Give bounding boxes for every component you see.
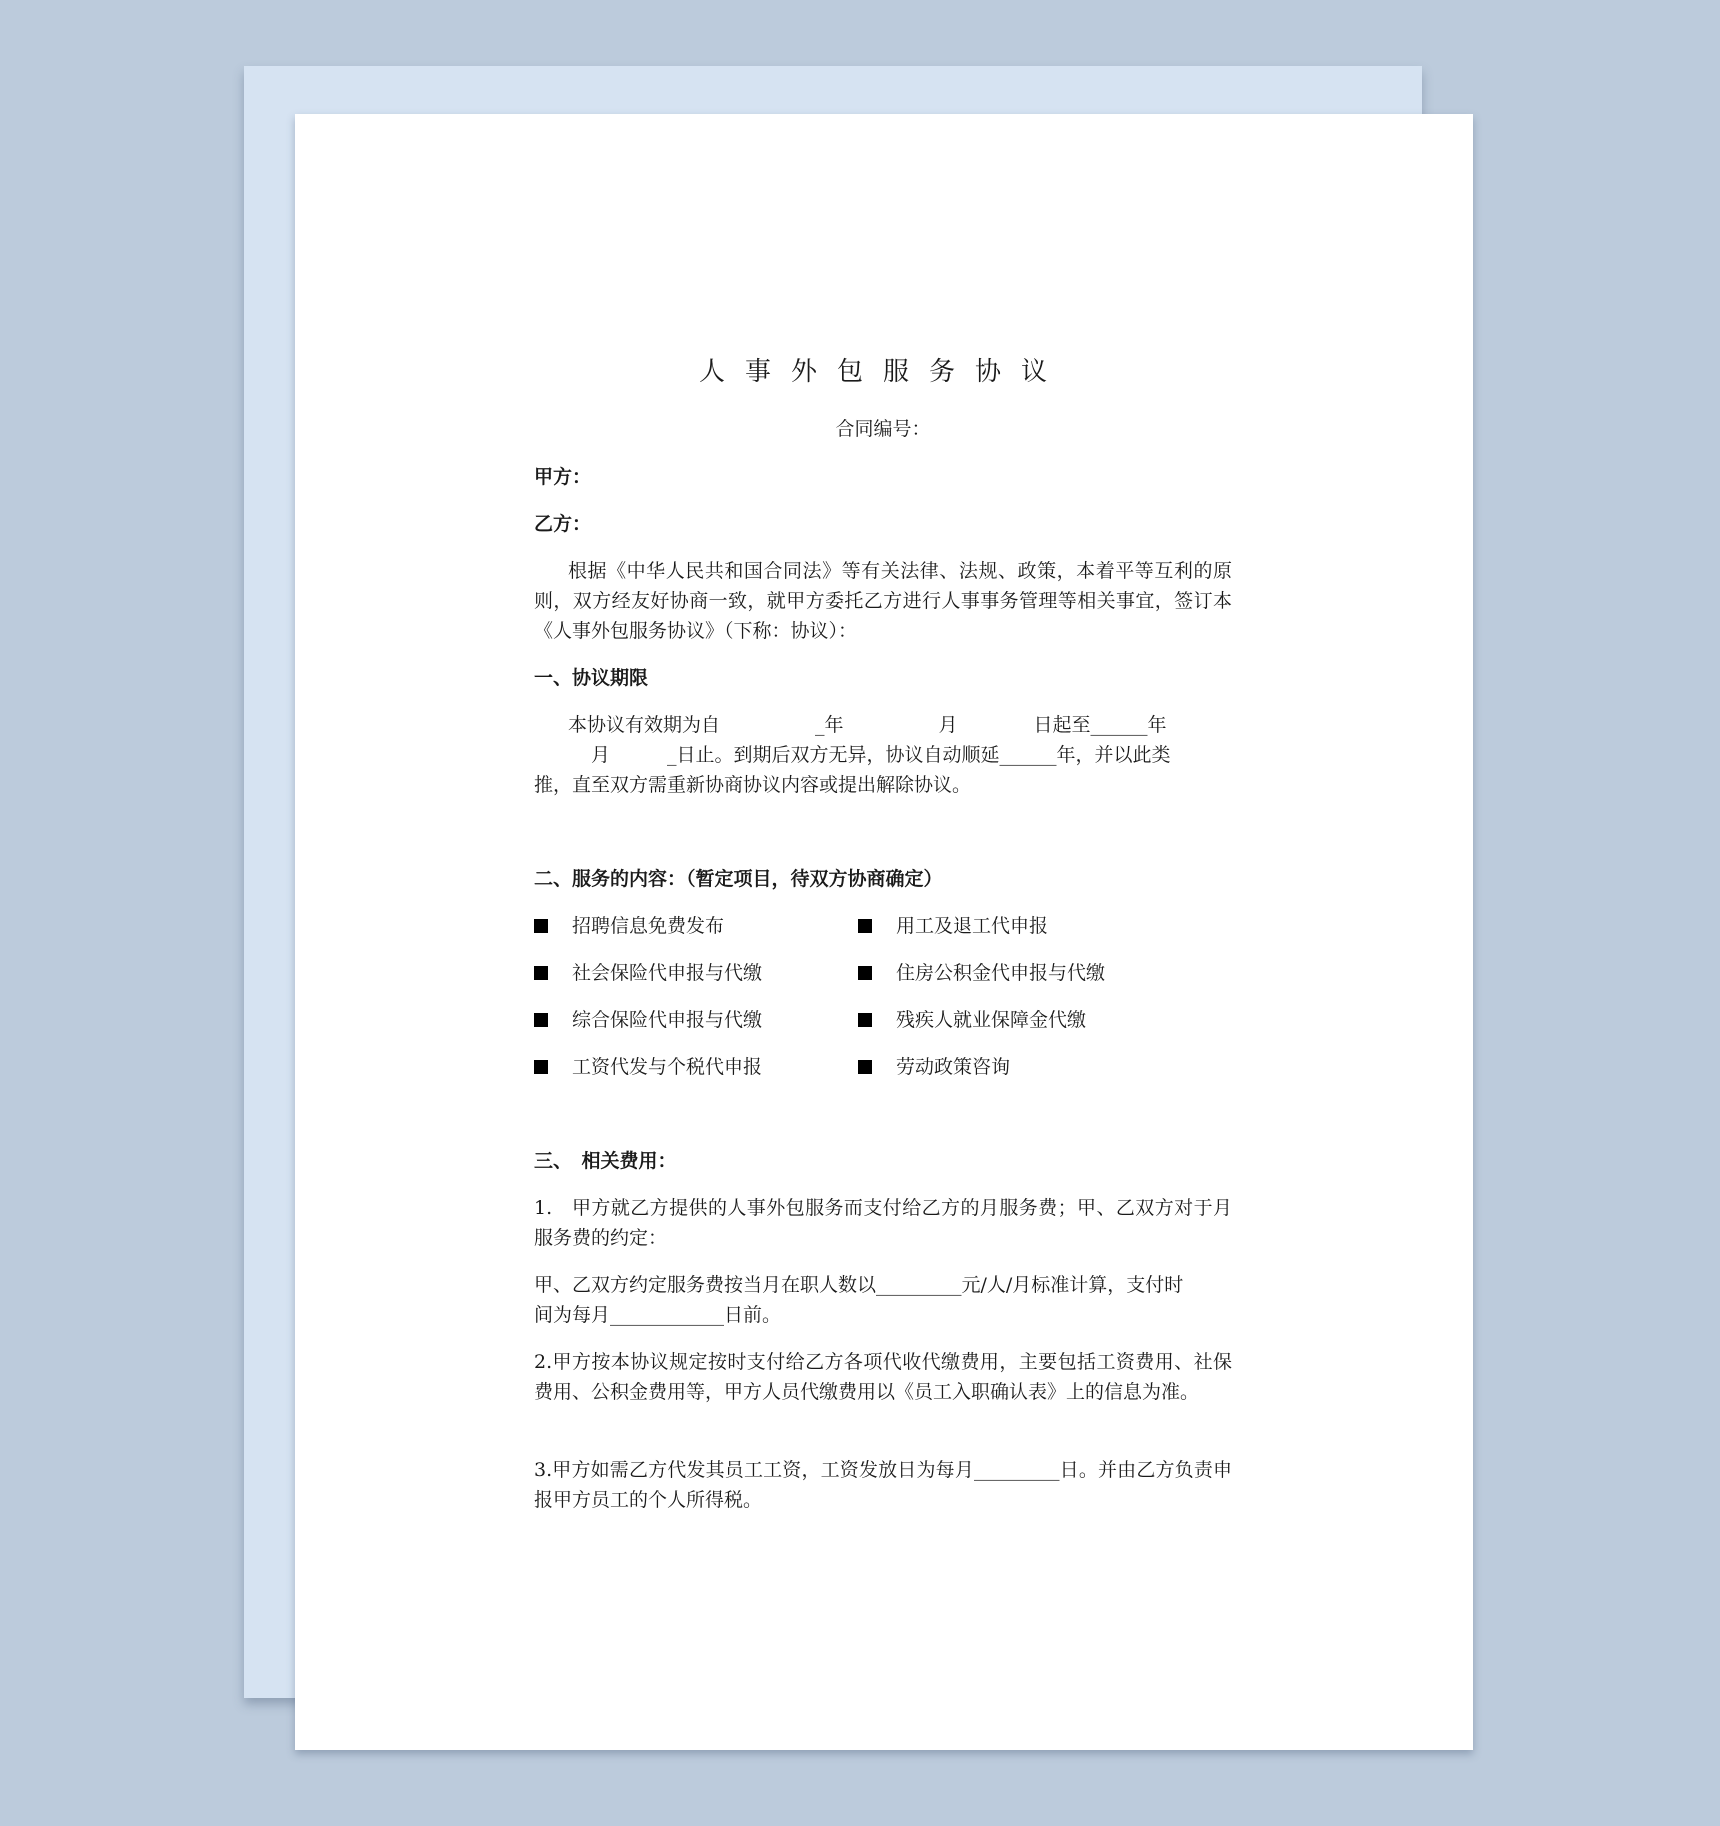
service-item: 劳动政策咨询: [858, 1052, 1010, 1082]
section1-heading: 一、协议期限: [534, 667, 649, 689]
service-item: 招聘信息免费发布: [534, 911, 724, 941]
bullet-square-icon: [534, 966, 548, 980]
fee-clause-3: 3.甲方如需乙方代发其员工工资，工资发放日为每月_________日。并由乙方负责申报甲方员工的个人所得税。: [534, 1459, 1232, 1511]
section2-heading: 二、服务的内容：（暂定项目，待双方协商确定）: [534, 868, 943, 890]
service-item: 住房公积金代申报与代缴: [858, 958, 1105, 988]
fee-clause-2: 2.甲方按本协议规定按时支付给乙方各项代收代缴费用，主要包括工资费用、社保费用、公积金费用等，甲方人员代缴费用以《员工入职确认表》上的信息为准。: [534, 1351, 1232, 1403]
bullet-square-icon: [858, 966, 872, 980]
service-item: 社会保险代申报与代缴: [534, 958, 762, 988]
fee-clause-1-detail-line1: 甲、乙双方约定服务费按当月在职人数以_________元/人/月标准计算，支付时: [534, 1274, 1184, 1296]
preamble-paragraph: 根据《中华人民共和国合同法》等有关法律、法规、政策，本着平等互利的原则，双方经友好协商一致，就甲方委托乙方进行人事事务管理等相关事宜，签订本《人事外包服务协议》（下称：协议）：: [534, 560, 1232, 642]
party-b-label: 乙方：: [534, 513, 592, 535]
bullet-square-icon: [534, 1060, 548, 1074]
fee-clause-1-detail-line2: 间为每月____________日前。: [534, 1304, 782, 1326]
bullet-square-icon: [534, 919, 548, 933]
bullet-square-icon: [858, 919, 872, 933]
bullet-square-icon: [858, 1013, 872, 1027]
bullet-square-icon: [858, 1060, 872, 1074]
section3-heading: 三、 相关费用：: [534, 1150, 677, 1172]
fee-clause-1: 1. 甲方就乙方提供的人事外包服务而支付给乙方的月服务费；甲、乙双方对于月服务费的约定：: [534, 1197, 1232, 1249]
section1-term-line1: 本协议有效期为自 _年 月 日起至______年: [568, 714, 1167, 736]
service-item: 残疾人就业保障金代缴: [858, 1005, 1086, 1035]
section1-term-line2: 月 _日止。到期后双方无异，协议自动顺延______年，并以此类: [534, 744, 1171, 766]
contract-number-label: 合同编号：: [835, 418, 931, 440]
document-title: 人事外包服务协议: [698, 357, 1067, 387]
service-item: 综合保险代申报与代缴: [534, 1005, 762, 1035]
service-item: 工资代发与个税代申报: [534, 1052, 762, 1082]
section1-term-line3: 推，直至双方需重新协商协议内容或提出解除协议。: [534, 774, 972, 796]
bullet-square-icon: [534, 1013, 548, 1027]
party-a-label: 甲方：: [534, 466, 592, 488]
service-item: 用工及退工代申报: [858, 911, 1048, 941]
